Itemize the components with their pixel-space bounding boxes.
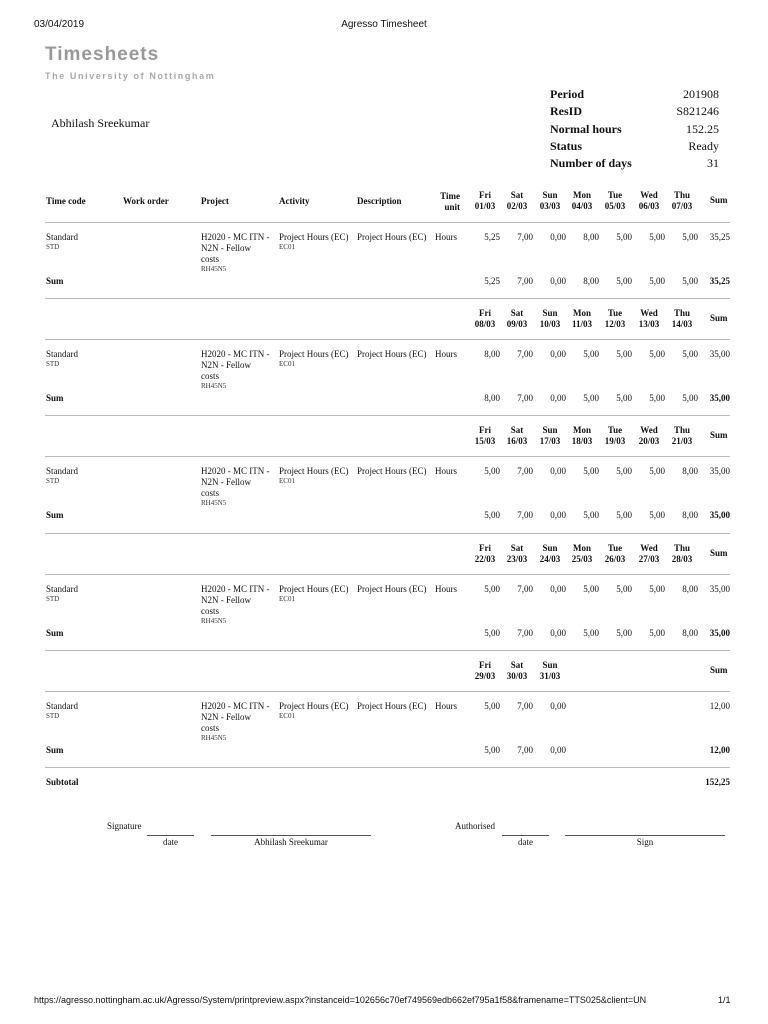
day-name: Mon: [573, 308, 591, 318]
sum-value: 0,00: [550, 510, 566, 520]
sum-value: 5,00: [583, 628, 599, 638]
sum-value: 5,00: [484, 745, 500, 755]
print-title: Agresso Timesheet: [341, 19, 427, 30]
row-divider: [45, 415, 730, 416]
project-line-1: H2020 - MC ITN -: [201, 584, 270, 594]
hours-value: 5,00: [583, 466, 599, 476]
day-name: Fri: [479, 190, 491, 200]
hours-value: 5,00: [583, 349, 599, 359]
sum-value: 5,00: [649, 393, 665, 403]
day-name: Mon: [573, 543, 591, 553]
time-code: Standard: [46, 349, 78, 359]
info-value: 152.25: [686, 121, 719, 136]
info-value: 31: [707, 156, 719, 171]
project-line-3: costs: [201, 606, 219, 616]
authorised-date-line: [502, 835, 549, 836]
day-name: Wed: [640, 425, 658, 435]
day-name: Sat: [510, 543, 524, 553]
day-date: 24/03: [539, 554, 561, 564]
hours-value: 7,00: [517, 232, 533, 242]
time-unit: Hours: [435, 584, 457, 594]
sum-value: 8,00: [583, 276, 599, 286]
col-time-unit-line1: Time: [440, 191, 460, 201]
day-header: [599, 308, 631, 330]
authorised-label: Authorised: [455, 821, 495, 831]
sum-row-label: Sum: [46, 628, 64, 638]
day-name: Fri: [479, 660, 491, 670]
time-code-sub: STD: [46, 595, 60, 603]
hours-value: 5,00: [649, 232, 665, 242]
sum-value: 5,00: [616, 510, 632, 520]
sum-header: Sum: [710, 665, 728, 675]
print-url: https://agresso.nottingham.ac.uk/Agresso/System/printpreview.aspx?instanceid=102656c70ef749569edb662ef795a1f58&framename=TTS025&client=UN: [34, 995, 647, 1005]
day-name: Tue: [607, 308, 623, 318]
sum-row-label: Sum: [46, 393, 64, 403]
row-divider: [45, 456, 730, 457]
project-line-1: H2020 - MC ITN -: [201, 232, 270, 242]
hours-value: 5,25: [484, 232, 500, 242]
day-date: 28/03: [671, 554, 693, 564]
hours-value: 5,00: [484, 701, 500, 711]
day-name: Thu: [673, 543, 690, 553]
hours-value: 5,00: [649, 349, 665, 359]
day-header: [666, 543, 698, 565]
signature-label: Signature: [107, 821, 142, 831]
sum-value: 5,00: [583, 393, 599, 403]
print-date: 03/04/2019: [34, 19, 85, 30]
day-header: [501, 660, 533, 682]
day-header: [534, 308, 566, 330]
day-date: 10/03: [539, 319, 561, 329]
row-divider: [45, 767, 730, 768]
time-code: Standard: [46, 466, 78, 476]
day-name: Fri: [479, 543, 491, 553]
day-header: [633, 190, 665, 212]
activity-code: EC01: [279, 712, 295, 720]
activity: Project Hours (EC): [279, 584, 349, 594]
hours-value: 8,00: [583, 232, 599, 242]
sum-value: 5,00: [484, 510, 500, 520]
day-date: 17/03: [539, 436, 561, 446]
project-line-2: N2N - Fellow: [201, 712, 251, 722]
day-header: [566, 190, 598, 212]
day-name: Tue: [607, 425, 623, 435]
day-header: [566, 543, 598, 565]
time-unit: Hours: [435, 701, 457, 711]
row-sum: 35,00: [709, 584, 730, 594]
time-code: Standard: [46, 701, 78, 711]
signature-date-line: [147, 835, 194, 836]
day-header: [599, 190, 631, 212]
activity-code: EC01: [279, 360, 295, 368]
day-name: Wed: [640, 543, 658, 553]
hours-value: 7,00: [517, 584, 533, 594]
sum-header: Sum: [710, 313, 728, 323]
day-header: [599, 425, 631, 447]
project-line-2: N2N - Fellow: [201, 477, 251, 487]
day-name: Sat: [510, 190, 524, 200]
day-date: 13/03: [638, 319, 660, 329]
hours-value: 7,00: [517, 701, 533, 711]
project-code: RH45N5: [201, 734, 227, 742]
day-name: Sun: [542, 308, 558, 318]
time-unit: Hours: [435, 349, 457, 359]
day-name: Thu: [673, 425, 690, 435]
day-header: [469, 425, 501, 447]
page-title: Timesheets: [45, 44, 160, 65]
sum-row-label: Sum: [46, 745, 64, 755]
day-header: [666, 308, 698, 330]
description: Project Hours (EC): [357, 232, 427, 242]
row-divider: [45, 298, 730, 299]
activity: Project Hours (EC): [279, 349, 349, 359]
sum-value: 5,00: [583, 510, 599, 520]
info-value: 201908: [683, 87, 719, 101]
day-date: 20/03: [638, 436, 660, 446]
time-code-sub: STD: [46, 712, 60, 720]
project-code: RH45N5: [201, 617, 227, 625]
day-date: 23/03: [506, 554, 528, 564]
day-date: 25/03: [571, 554, 593, 564]
description: Project Hours (EC): [357, 349, 427, 359]
day-header: [599, 543, 631, 565]
sum-value: 5,00: [682, 276, 698, 286]
sum-value: 5,00: [649, 510, 665, 520]
project-code: RH45N5: [201, 265, 227, 273]
day-name: Mon: [573, 190, 591, 200]
project-code: RH45N5: [201, 499, 227, 507]
col-work-order: Work order: [123, 196, 169, 206]
hours-value: 0,00: [550, 584, 566, 594]
hours-value: 7,00: [517, 466, 533, 476]
col-description: Description: [357, 196, 402, 206]
project-line-1: H2020 - MC ITN -: [201, 349, 270, 359]
sum-value: 8,00: [484, 393, 500, 403]
authorised-sign-line: [565, 835, 725, 836]
day-name: Mon: [573, 425, 591, 435]
row-divider: [45, 533, 730, 534]
sum-value: 5,00: [649, 628, 665, 638]
time-code-sub: STD: [46, 477, 60, 485]
day-header: [666, 190, 698, 212]
sum-value: 5,00: [484, 628, 500, 638]
day-name: Fri: [479, 425, 491, 435]
sum-total: 35,00: [709, 628, 730, 638]
subtotal-label: Subtotal: [46, 777, 79, 787]
hours-value: 5,00: [583, 584, 599, 594]
subtotal-value: 152,25: [705, 777, 730, 787]
sum-value: 5,25: [484, 276, 500, 286]
day-name: Wed: [640, 190, 658, 200]
day-name: Tue: [607, 190, 623, 200]
day-header: [501, 308, 533, 330]
sum-total: 35,00: [709, 393, 730, 403]
project-line-2: N2N - Fellow: [201, 243, 251, 253]
col-activity: Activity: [279, 196, 310, 206]
hours-value: 0,00: [550, 466, 566, 476]
sum-value: 5,00: [616, 628, 632, 638]
hours-value: 5,00: [649, 466, 665, 476]
activity-code: EC01: [279, 243, 295, 251]
time-code-sub: STD: [46, 243, 60, 251]
day-date: 22/03: [474, 554, 496, 564]
sum-total: 35,00: [709, 510, 730, 520]
sum-value: 8,00: [682, 510, 698, 520]
day-header: [469, 308, 501, 330]
info-label: Normal hours: [550, 121, 622, 136]
day-header: [534, 190, 566, 212]
day-date: 04/03: [571, 201, 593, 211]
info-value: S821246: [676, 104, 719, 119]
time-unit: Hours: [435, 232, 457, 242]
sum-value: 5,00: [616, 276, 632, 286]
description: Project Hours (EC): [357, 466, 427, 476]
hours-value: 5,00: [616, 466, 632, 476]
project-line-1: H2020 - MC ITN -: [201, 466, 270, 476]
print-page-number: 1/1: [718, 995, 731, 1005]
day-date: 27/03: [638, 554, 660, 564]
row-divider: [45, 691, 730, 692]
description: Project Hours (EC): [357, 584, 427, 594]
project-code: RH45N5: [201, 382, 227, 390]
row-sum: 35,00: [709, 349, 730, 359]
day-header: [534, 425, 566, 447]
hours-value: 5,00: [616, 232, 632, 242]
day-name: Sun: [542, 660, 558, 670]
row-divider: [45, 222, 730, 223]
activity: Project Hours (EC): [279, 466, 349, 476]
activity-code: EC01: [279, 477, 295, 485]
authorised-sign-label: Sign: [636, 837, 654, 847]
day-date: 18/03: [571, 436, 593, 446]
sum-value: 0,00: [550, 276, 566, 286]
row-divider: [45, 339, 730, 340]
time-code: Standard: [46, 584, 78, 594]
day-date: 06/03: [638, 201, 660, 211]
project-line-3: costs: [201, 371, 219, 381]
sum-value: 5,00: [682, 393, 698, 403]
day-date: 26/03: [604, 554, 626, 564]
col-time-unit: [430, 191, 460, 213]
hours-value: 0,00: [550, 349, 566, 359]
hours-value: 5,00: [484, 466, 500, 476]
day-header: [633, 308, 665, 330]
day-date: 15/03: [474, 436, 496, 446]
info-label: ResID: [550, 104, 582, 119]
day-date: 19/03: [604, 436, 626, 446]
signature-name-line: [211, 835, 371, 836]
day-date: 02/03: [506, 201, 528, 211]
day-date: 11/03: [571, 319, 592, 329]
info-label: Period: [550, 87, 584, 101]
sum-value: 5,00: [616, 393, 632, 403]
time-code: Standard: [46, 232, 78, 242]
sum-value: 7,00: [517, 276, 533, 286]
day-date: 29/03: [474, 671, 496, 681]
day-date: 12/03: [604, 319, 626, 329]
hours-value: 5,00: [616, 584, 632, 594]
project-line-3: costs: [201, 254, 219, 264]
day-header: [633, 543, 665, 565]
day-header: [666, 425, 698, 447]
sum-value: 7,00: [517, 745, 533, 755]
day-name: Sun: [542, 543, 558, 553]
sum-header: Sum: [710, 195, 728, 205]
row-sum: 12,00: [709, 701, 730, 711]
day-name: Sat: [510, 308, 524, 318]
hours-value: 0,00: [550, 701, 566, 711]
description: Project Hours (EC): [357, 701, 427, 711]
day-date: 30/03: [506, 671, 528, 681]
row-divider: [45, 650, 730, 651]
project-line-2: N2N - Fellow: [201, 595, 251, 605]
sum-value: 7,00: [517, 393, 533, 403]
day-header: [501, 190, 533, 212]
row-sum: 35,00: [709, 466, 730, 476]
hours-value: 8,00: [682, 466, 698, 476]
activity: Project Hours (EC): [279, 701, 349, 711]
day-date: 05/03: [604, 201, 626, 211]
row-divider: [45, 574, 730, 575]
col-time-unit-line2: unit: [444, 202, 460, 212]
day-date: 21/03: [671, 436, 693, 446]
sum-header: Sum: [710, 430, 728, 440]
day-name: Thu: [673, 308, 690, 318]
col-time-code: Time code: [46, 196, 86, 206]
project-line-1: H2020 - MC ITN -: [201, 701, 270, 711]
project-line-3: costs: [201, 723, 219, 733]
info-value: Ready: [688, 138, 719, 153]
hours-value: 5,00: [484, 584, 500, 594]
sum-total: 35,25: [709, 276, 730, 286]
day-name: Sun: [542, 425, 558, 435]
day-header: [501, 425, 533, 447]
hours-value: 8,00: [682, 584, 698, 594]
sum-value: 0,00: [550, 745, 566, 755]
university-name: The University of Nottingham: [45, 71, 216, 81]
project-line-3: costs: [201, 488, 219, 498]
sum-value: 8,00: [682, 628, 698, 638]
day-header: [566, 308, 598, 330]
day-name: Sun: [542, 190, 558, 200]
day-date: 01/03: [474, 201, 496, 211]
day-date: 09/03: [506, 319, 528, 329]
sum-value: 7,00: [517, 510, 533, 520]
time-code-sub: STD: [46, 360, 60, 368]
day-header: [633, 425, 665, 447]
day-date: 16/03: [506, 436, 528, 446]
day-name: Fri: [479, 308, 491, 318]
day-name: Thu: [673, 190, 690, 200]
hours-value: 5,00: [682, 349, 698, 359]
day-header: [566, 425, 598, 447]
day-date: 08/03: [474, 319, 496, 329]
hours-value: 7,00: [517, 349, 533, 359]
activity: Project Hours (EC): [279, 232, 349, 242]
day-date: 03/03: [539, 201, 561, 211]
day-name: Wed: [640, 308, 658, 318]
sum-row-label: Sum: [46, 510, 64, 520]
hours-value: 5,00: [682, 232, 698, 242]
day-name: Tue: [607, 543, 623, 553]
authorised-date-label: date: [518, 837, 533, 847]
row-sum: 35,25: [709, 232, 730, 242]
info-label: Status: [550, 138, 583, 153]
signature-employee-name: Abhilash Sreekumar: [254, 837, 328, 847]
day-header: [534, 543, 566, 565]
day-name: Sat: [510, 425, 524, 435]
sum-value: 5,00: [649, 276, 665, 286]
sum-total: 12,00: [709, 745, 730, 755]
sum-value: 7,00: [517, 628, 533, 638]
day-date: 14/03: [671, 319, 693, 329]
hours-value: 0,00: [550, 232, 566, 242]
day-header: [534, 660, 566, 682]
day-header: [469, 543, 501, 565]
time-unit: Hours: [435, 466, 457, 476]
day-header: [469, 190, 501, 212]
sum-row-label: Sum: [46, 276, 64, 286]
day-date: 07/03: [671, 201, 693, 211]
hours-value: 5,00: [616, 349, 632, 359]
sum-value: 0,00: [550, 393, 566, 403]
info-label: Number of days: [550, 156, 632, 171]
sum-value: 0,00: [550, 628, 566, 638]
day-date: 31/03: [539, 671, 561, 681]
activity-code: EC01: [279, 595, 295, 603]
project-line-2: N2N - Fellow: [201, 360, 251, 370]
day-header: [469, 660, 501, 682]
sum-header: Sum: [710, 548, 728, 558]
signature-date-label: date: [163, 837, 178, 847]
col-project: Project: [201, 196, 229, 206]
day-header: [501, 543, 533, 565]
hours-value: 5,00: [649, 584, 665, 594]
day-name: Sat: [510, 660, 524, 670]
employee-name: Abhilash Sreekumar: [51, 116, 150, 130]
hours-value: 8,00: [484, 349, 500, 359]
